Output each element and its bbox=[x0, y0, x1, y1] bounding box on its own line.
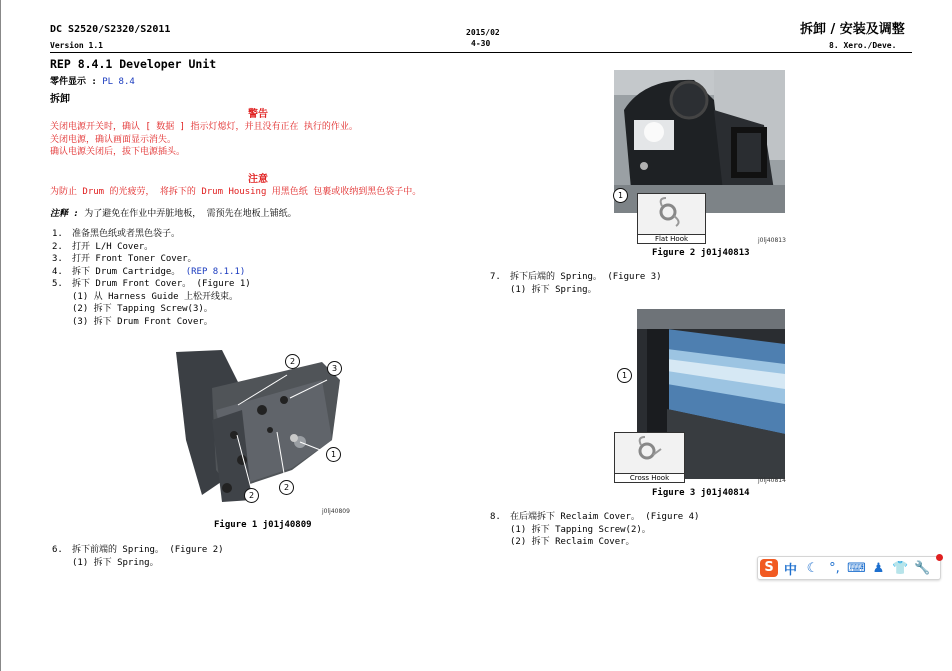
step-1: 1. 准备黑色纸或者黑色袋子。 bbox=[52, 229, 181, 239]
warning-heading: 警告 bbox=[248, 109, 268, 120]
step-5: 5. 拆下 Drum Front Cover。 (Figure 1) bbox=[52, 279, 251, 289]
substep: (2) 拆下 Tapping Screw(3)。 bbox=[72, 304, 213, 314]
warning-text bbox=[50, 121, 358, 159]
substep: (2) 拆下 Reclaim Cover。 bbox=[510, 537, 635, 547]
step-6: 6. 拆下前端的 Spring。 (Figure 2) (1) 拆下 Spring。 bbox=[52, 545, 224, 568]
figure-1-code: j0lj40809 bbox=[322, 508, 350, 515]
figure-2-callout: 1 bbox=[613, 188, 628, 203]
parts-link[interactable]: PL 8.4 bbox=[102, 77, 135, 87]
figure-1-callout: 2 bbox=[285, 354, 300, 369]
step-3: 3. 打开 Front Toner Cover。 bbox=[52, 254, 197, 264]
warning-line: 关闭电源开关时，确认 [ 数据 ] 指示灯熄灯，并且没有正在 执行的作业。 bbox=[50, 122, 358, 132]
header-rule bbox=[50, 52, 912, 53]
caution-heading: 注意 bbox=[248, 174, 268, 185]
header-version: Version 1.1 bbox=[50, 41, 103, 50]
step-7: 7. 拆下后端的 Spring。 (Figure 3) (1) 拆下 Spring。 bbox=[490, 272, 662, 295]
removal-heading: 拆卸 bbox=[50, 94, 70, 105]
note-label: 注释 : bbox=[50, 209, 79, 219]
substep: (1) 从 Harness Guide 上松开线束。 bbox=[72, 291, 238, 302]
moon-icon[interactable]: ☾ bbox=[806, 560, 819, 576]
substep: (1) 拆下 Tapping Screw(2)。 bbox=[510, 524, 651, 535]
flat-hook-label: Flat Hook bbox=[638, 234, 705, 243]
page-title: REP 8.4.1 Developer Unit bbox=[50, 57, 217, 71]
warning-line: 确认电源关闭后，拔下电源插头。 bbox=[50, 147, 186, 157]
figure-1-callout: 1 bbox=[326, 447, 341, 462]
parts-label: 零件显示 : bbox=[50, 77, 97, 87]
figure-2-image bbox=[614, 70, 785, 213]
substep: (3) 拆下 Drum Front Cover。 bbox=[72, 316, 213, 327]
header-date: 2015/02 bbox=[466, 28, 500, 37]
caution-text: 为防止 Drum 的光疲劳， 将拆下的 Drum Housing 用黑色纸 包裹或收纳到黑色袋子中。 bbox=[50, 187, 422, 197]
figure-3-callout: 1 bbox=[617, 368, 632, 383]
skin-icon[interactable]: ♟ bbox=[872, 560, 885, 576]
header-section-en: 8. Xero./Deve. bbox=[829, 41, 897, 50]
figure-3-caption: Figure 3 j01j40814 bbox=[652, 488, 750, 498]
punctuation-icon[interactable]: °, bbox=[829, 560, 840, 576]
figure-1-caption: Figure 1 j01j40809 bbox=[214, 520, 312, 530]
header-page: 4-30 bbox=[471, 39, 491, 48]
substep: (1) 拆下 Spring。 bbox=[510, 284, 597, 295]
shirt-icon[interactable]: 👕 bbox=[892, 560, 909, 576]
figure-1-callout: 2 bbox=[279, 480, 294, 495]
step-4: 4. 拆下 Drum Cartridge。 (REP 8.1.1) bbox=[52, 266, 246, 277]
ime-logo-icon[interactable]: S bbox=[760, 559, 778, 577]
parts-display bbox=[50, 74, 135, 87]
flat-hook-inset bbox=[637, 193, 706, 244]
figure-1-callout: 3 bbox=[327, 361, 342, 376]
keyboard-icon[interactable]: ⌨ bbox=[847, 560, 866, 576]
substep: (1) 拆下 Spring。 bbox=[72, 557, 159, 568]
page-left-border bbox=[0, 0, 1, 671]
note bbox=[50, 208, 297, 221]
figure-1-image bbox=[172, 350, 354, 510]
figure-3-code: j0lj40814 bbox=[758, 477, 786, 484]
ime-toolbar[interactable] bbox=[757, 556, 941, 580]
wrench-icon[interactable]: 🔧 bbox=[914, 560, 931, 576]
figure-2-code: j0lj40813 bbox=[758, 237, 786, 244]
rep-link[interactable]: (REP 8.1.1) bbox=[185, 266, 246, 277]
warning-line: 关闭电源，确认画面显示消失。 bbox=[50, 134, 177, 145]
cross-hook-inset bbox=[614, 432, 685, 483]
note-text: 为了避免在作业中弄脏地板， 需预先在地板上铺纸。 bbox=[84, 209, 297, 219]
step-8: 8. 在后端拆下 Reclaim Cover。 (Figure 4) (1) 拆下 Tapping Screw(2)。 (2) 拆下 Reclaim Cover。 bbox=[490, 512, 700, 547]
cross-hook-label: Cross Hook bbox=[615, 473, 684, 482]
figure-2-caption: Figure 2 j01j40813 bbox=[652, 248, 750, 258]
header-section-cn: 拆卸 / 安装及调整 bbox=[800, 22, 905, 37]
figure-1-callout: 2 bbox=[244, 488, 259, 503]
step-2: 2. 打开 L/H Cover。 bbox=[52, 241, 154, 252]
ime-mode-toggle[interactable]: 中 bbox=[783, 562, 797, 578]
notification-dot bbox=[936, 554, 943, 561]
header-model: DC S2520/S2320/S2011 bbox=[50, 24, 171, 35]
steps-left bbox=[52, 228, 452, 328]
